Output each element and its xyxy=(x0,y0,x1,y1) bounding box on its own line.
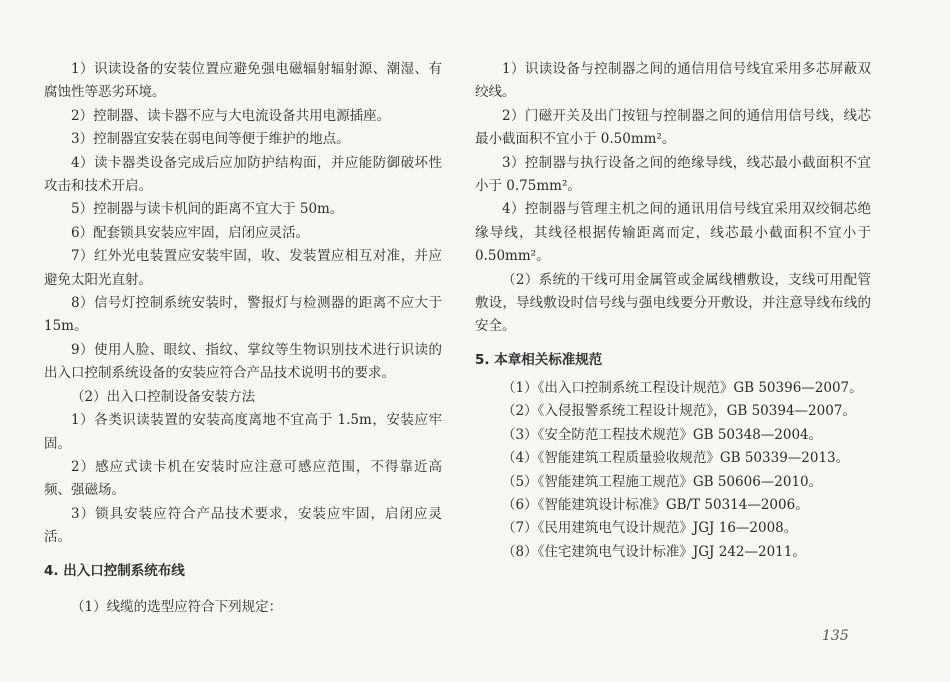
paragraph: 9）使用人脸、眼纹、指纹、掌纹等生物识别技术进行识读的出入口控制系统设备的安装应符合产品技术说明书的要求。 xyxy=(44,341,442,382)
paragraph: 1）识读设备的安装位置应避免强电磁辐射辐射源、潮湿、有腐蚀性等恶劣环境。 xyxy=(44,61,442,101)
section-heading-5: 5. 本章相关标准规范 xyxy=(475,351,603,368)
standard-item: （1）《出入口控制系统工程设计规范》GB 50396—2007。 xyxy=(502,379,863,396)
paragraph: 6）配套锁具安装应牢固，启闭应灵活。 xyxy=(71,224,310,241)
paragraph: （2）系统的干线可用金属管或金属线槽敷设，支线可用配管敷设，导线敷设时信号线与强电线要分开敷设，并注意导线布线的安全。 xyxy=(475,271,871,335)
standard-item: （3）《安全防范工程技术规范》GB 50348—2004。 xyxy=(502,426,823,443)
paragraph: 3）锁具安装应符合产品技术要求，安装应牢固，启闭应灵活。 xyxy=(44,505,442,546)
paragraph: 3）控制器宜安装在弱电间等便于维护的地点。 xyxy=(71,131,350,148)
standard-item: （8）《住宅建筑电气设计标准》JGJ 242—2011。 xyxy=(502,543,806,560)
paragraph: 4）控制器与管理主机之间的通讯用信号线宜采用双绞铜芯绝缘导线，其线径根据传输距离而定，线芯最小截面积不宜小于 0.50mm²。 xyxy=(475,201,871,265)
right-column xyxy=(475,58,871,564)
paragraph: 7）红外光电装置应安装牢固，收、发装置应相互对准，并应避免太阳光直射。 xyxy=(44,248,442,288)
standard-item: （5）《智能建筑工程施工规范》GB 50606—2010。 xyxy=(502,473,823,490)
paragraph: 3）控制器与执行设备之间的绝缘导线，线芯最小截面积不宜小于 0.75mm²。 xyxy=(475,154,871,195)
paragraph: （1）线缆的选型应符合下列规定： xyxy=(71,598,283,615)
paragraph: 1）识读设备与控制器之间的通信用信号线宜采用多芯屏蔽双绞线。 xyxy=(475,61,871,101)
paragraph: 4）读卡器类设备完成后应加防护结构面，并应能防御破坏性攻击和技术开启。 xyxy=(44,154,442,195)
paragraph: 1）各类识读装置的安装高度离地不宜高于 1.5m，安装应牢固。 xyxy=(44,412,442,452)
standard-item: （2）《入侵报警系统工程设计规范》，GB 50394—2007。 xyxy=(502,403,856,420)
paragraph: 2）门磁开关及出门按钮与控制器之间的通信用信号线，线芯最小截面积不宜小于 0.50mm²。 xyxy=(475,107,871,148)
paragraph: 5）控制器与读卡机间的距离不宜大于 50m。 xyxy=(71,201,344,218)
paragraph: 2）控制器、读卡器不应与大电流设备共用电源插座。 xyxy=(71,107,391,124)
page-number: 135 xyxy=(822,628,849,644)
left-column xyxy=(44,58,442,619)
paragraph: 2）感应式读卡机在安装时应注意可感应范围，不得靠近高频、强磁场。 xyxy=(44,458,442,499)
section-heading-4: 4. 出入口控制系统布线 xyxy=(44,562,185,579)
standard-item: （6）《智能建筑设计标准》GB/T 50314—2006。 xyxy=(502,496,809,513)
paragraph: 8）信号灯控制系统安装时，警报灯与检测器的距离不应大于 15m。 xyxy=(44,295,442,335)
standard-item: （4）《智能建筑工程质量验收规范》GB 50339—2013。 xyxy=(502,450,850,467)
standard-item: （7）《民用建筑电气设计规范》JGJ 16—2008。 xyxy=(502,520,798,537)
subsection-heading: （2）出入口控制设备安装方法 xyxy=(71,388,256,405)
standards-list xyxy=(475,377,871,564)
